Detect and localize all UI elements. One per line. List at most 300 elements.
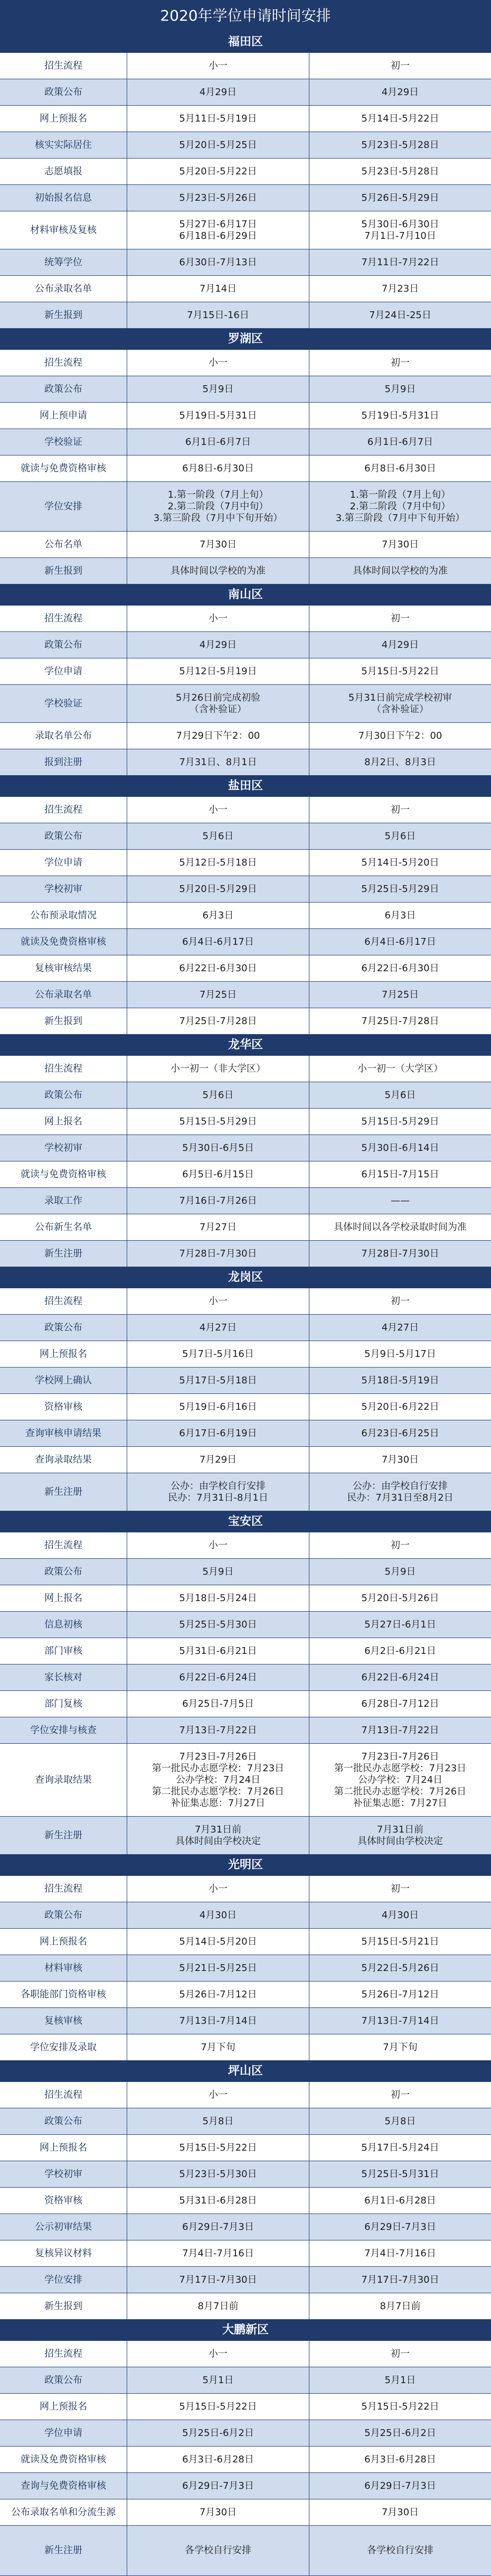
primary-grade-cell: 6月29日-7月3日: [127, 2473, 309, 2499]
row-label: 网上预报名: [40, 1936, 87, 1947]
row-label: 志愿填报: [44, 165, 82, 177]
junior-grade-cell: 1.第一阶段（7月上旬） 2.第二阶段（7月中旬） 3.第三阶段（7月中下旬开始）: [309, 482, 491, 531]
table-row: [0, 249, 491, 276]
junior-grade-cell: 5月6日: [309, 1082, 491, 1108]
junior-grade-cell: 初一: [309, 1532, 491, 1558]
primary-grade-cell: 7月31日前 具体时间由学校决定: [127, 1817, 309, 1854]
junior-grade-cell: 5月25日-5月31日: [309, 2161, 491, 2187]
junior-grade-cell: 6月1日-6月7日: [309, 429, 491, 455]
primary-grade-cell: 7月28日-7月30日: [127, 1241, 309, 1267]
junior-grade-cell: 公办：由学校自行安排 民办：7月31日至8月2日: [309, 1473, 491, 1511]
table-row: [0, 1008, 491, 1035]
row-label: 政策公布: [44, 2374, 82, 2386]
primary-grade-cell: 5月8日: [127, 2108, 309, 2134]
row-label: 新生注册: [44, 1248, 82, 1259]
junior-grade-cell: 具体时间以各学校录取时间为准: [309, 1214, 491, 1240]
row-label: 网上报名: [44, 1115, 82, 1127]
district-header: 龙华区: [0, 1035, 491, 1056]
junior-grade-cell: 5月9日: [309, 376, 491, 402]
junior-grade-cell: 4月27日: [309, 1315, 491, 1341]
row-label: 网上预报名: [40, 2401, 87, 2412]
primary-grade-cell: 具体时间以学校的为准: [127, 558, 309, 584]
junior-grade-cell: 6月3日-6月28日: [309, 2447, 491, 2472]
table-row: [0, 106, 491, 132]
table-row: [0, 1420, 491, 1447]
primary-grade-cell: 5月15日-5月29日: [127, 1109, 309, 1134]
row-label: 查询审核申请结果: [25, 1427, 101, 1439]
primary-grade-cell: 5月26日-7月12日: [127, 1982, 309, 2007]
row-label: 学校初审: [44, 1142, 82, 1154]
primary-grade-cell: 4月27日: [127, 1315, 309, 1341]
row-label: 复核异议材料: [35, 2247, 92, 2259]
table-row: [0, 723, 491, 749]
table-row: [0, 1559, 491, 1585]
junior-grade-cell: 6月29日-7月3日: [309, 2214, 491, 2240]
primary-grade-cell: 公办：由学校自行安排 民办：7月31日-8月1日: [127, 1473, 309, 1511]
table-row: [0, 532, 491, 558]
table-row: [0, 132, 491, 159]
table-row: [0, 2420, 491, 2447]
table-row: [0, 1691, 491, 1717]
junior-grade-cell: 5月30日-6月14日: [309, 1135, 491, 1161]
primary-grade-cell: 5月1日: [127, 2367, 309, 2393]
primary-grade-cell: 5月11日-5月19日: [127, 106, 309, 132]
table-row: [0, 1612, 491, 1638]
primary-grade-cell: 5月20日-5月22日: [127, 159, 309, 184]
junior-grade-cell: 5月20日-5月26日: [309, 1585, 491, 1611]
primary-grade-cell: 6月1日-6月7日: [127, 429, 309, 455]
row-label: 招生流程: [44, 2348, 82, 2359]
primary-grade-cell: 5月23日-5月30日: [127, 2161, 309, 2187]
primary-grade-cell: 7月下旬: [127, 2034, 309, 2060]
table-row: [0, 876, 491, 903]
junior-grade-cell: 6月22日-6月24日: [309, 1664, 491, 1690]
junior-grade-cell: 初一: [309, 1876, 491, 1902]
primary-grade-cell: 5月19日-6月16日: [127, 1394, 309, 1420]
table-row: [0, 2394, 491, 2420]
junior-grade-cell: 6月15日-7月15日: [309, 1161, 491, 1187]
junior-grade-cell: 7月25日: [309, 982, 491, 1008]
table-row: [0, 558, 491, 584]
district-header: 罗湖区: [0, 329, 491, 350]
primary-grade-cell: 5月7日-5月16日: [127, 1341, 309, 1367]
table-row: [0, 1341, 491, 1368]
primary-grade-cell: 7月30日: [127, 532, 309, 557]
row-label: 公布录取名单: [35, 989, 92, 1000]
primary-grade-cell: 5月19日-5月31日: [127, 403, 309, 429]
junior-grade-cell: 5月22日-5月26日: [309, 1955, 491, 1981]
primary-grade-cell: 5月30日-6月5日: [127, 1135, 309, 1161]
district-header: 光明区: [0, 1855, 491, 1876]
primary-grade-cell: 5月25日-6月2日: [127, 2420, 309, 2446]
primary-grade-cell: 5月26日前完成初验 （含补验证）: [127, 685, 309, 722]
junior-grade-cell: 5月9日: [309, 1559, 491, 1585]
primary-grade-cell: 小一: [127, 2082, 309, 2108]
district-section: [0, 1511, 491, 1855]
junior-grade-cell: 7月下旬: [309, 2034, 491, 2060]
row-label: 就读与免费资格审核: [21, 1168, 106, 1180]
table-row: [0, 302, 491, 329]
row-label: 新生报到: [44, 309, 82, 321]
table-row: [0, 685, 491, 723]
page-title: 2020年学位申请时间安排: [0, 0, 491, 32]
junior-grade-cell: 7月4日-7月16日: [309, 2240, 491, 2266]
primary-grade-cell: 5月12日-5月18日: [127, 850, 309, 876]
row-label: 材料审核及复核: [30, 224, 97, 236]
junior-grade-cell: 5月26日-5月29日: [309, 185, 491, 211]
table-header-row: [0, 1876, 491, 1902]
row-label: 招生流程: [44, 357, 82, 368]
row-label: 新生注册: [44, 1486, 82, 1498]
primary-grade-cell: 7月29日下午2：00: [127, 723, 309, 749]
primary-grade-cell: 7月4日-7月16日: [127, 2240, 309, 2266]
table-row: [0, 2447, 491, 2473]
district-section: [0, 776, 491, 1035]
row-label: 录取工作: [44, 1195, 82, 1206]
junior-grade-cell: 初一: [309, 2082, 491, 2108]
junior-grade-cell: 5月31日前完成学校初审 （含补验证）: [309, 685, 491, 722]
table-header-row: [0, 2341, 491, 2367]
row-label: 材料审核: [44, 1962, 82, 1974]
junior-grade-cell: 5月15日-5月29日: [309, 1109, 491, 1134]
table-row: [0, 1109, 491, 1135]
table-row: [0, 455, 491, 482]
table-row: [0, 823, 491, 850]
junior-grade-cell: 5月23日-5月28日: [309, 159, 491, 184]
junior-grade-cell: 初一: [309, 53, 491, 79]
row-label: 公示初审结果: [35, 2221, 92, 2233]
row-label: 公布新生名单: [35, 1221, 92, 1233]
table-row: [0, 1744, 491, 1817]
primary-grade-cell: 6月22日-6月30日: [127, 955, 309, 981]
table-row: [0, 1717, 491, 1744]
junior-grade-cell: 6月28日-7月12日: [309, 1691, 491, 1717]
primary-grade-cell: 7月17日-7月30日: [127, 2267, 309, 2293]
table-row: [0, 1188, 491, 1214]
row-label: 政策公布: [44, 830, 82, 842]
primary-grade-cell: 各学校自行安排: [127, 2526, 309, 2575]
junior-grade-cell: 5月15日-5月22日: [309, 658, 491, 684]
primary-grade-cell: 7月30日: [127, 2499, 309, 2525]
primary-grade-cell: 5月25日-5月30日: [127, 1612, 309, 1638]
row-label: 资格审核: [44, 1401, 82, 1412]
row-label: 学校初审: [44, 2168, 82, 2180]
junior-grade-cell: 7月13日-7月22日: [309, 1717, 491, 1743]
district-header: 龙岗区: [0, 1267, 491, 1288]
row-label: 学位申请: [44, 857, 82, 868]
junior-grade-cell: 7月23日: [309, 276, 491, 302]
primary-grade-cell: 小一: [127, 2341, 309, 2367]
table-row: [0, 2008, 491, 2034]
district-header: 宝安区: [0, 1511, 491, 1532]
junior-grade-cell: 5月14日-5月22日: [309, 106, 491, 132]
row-label: 政策公布: [44, 2115, 82, 2127]
row-label: 新生报到: [44, 1015, 82, 1027]
primary-grade-cell: 5月18日-5月24日: [127, 1585, 309, 1611]
row-label: 学校验证: [44, 436, 82, 448]
district-header: 大鹏新区: [0, 2320, 491, 2341]
primary-grade-cell: 5月12日-5月19日: [127, 658, 309, 684]
row-label: 复核审核: [44, 2015, 82, 2026]
district-header: 坪山区: [0, 2061, 491, 2082]
table-row: [0, 1447, 491, 1473]
primary-grade-cell: 6月4日-6月17日: [127, 929, 309, 955]
junior-grade-cell: 小一初一（大学区）: [309, 1056, 491, 1082]
row-label: 核实实际居住: [35, 139, 92, 151]
primary-grade-cell: 5月17日-5月18日: [127, 1368, 309, 1393]
junior-grade-cell: 各学校自行安排: [309, 2526, 491, 2575]
district-header: 盐田区: [0, 776, 491, 797]
row-label: 复核审核结果: [35, 962, 92, 974]
row-label: 资格审核: [44, 2194, 82, 2206]
junior-grade-cell: 7月13日-7月14日: [309, 2008, 491, 2034]
table-row: [0, 1368, 491, 1394]
junior-grade-cell: 6月8日-6月30日: [309, 455, 491, 481]
table-header-row: [0, 53, 491, 79]
junior-grade-cell: 具体时间以学校的为准: [309, 558, 491, 584]
junior-grade-cell: 4月30日: [309, 1902, 491, 1928]
junior-grade-cell: 7月11日-7月22日: [309, 249, 491, 275]
table-row: [0, 1929, 491, 1955]
primary-grade-cell: 5月31日-6月21日: [127, 1638, 309, 1664]
row-label: 公布预录取情况: [30, 909, 97, 921]
table-header-row: [0, 350, 491, 376]
table-row: [0, 1394, 491, 1420]
row-label: 网上预申请: [40, 410, 87, 421]
table-row: [0, 79, 491, 106]
table-row: [0, 2108, 491, 2135]
table-row: [0, 2188, 491, 2214]
row-label: 查询录取结果: [35, 1774, 92, 1785]
district-sections: [0, 32, 491, 2576]
row-label: 公布录取名单和分流生源: [11, 2506, 116, 2518]
row-label: 政策公布: [44, 383, 82, 395]
table-row: [0, 1214, 491, 1241]
junior-grade-cell: 5月23日-5月28日: [309, 132, 491, 158]
junior-grade-cell: 初一: [309, 2341, 491, 2367]
table-row: [0, 1315, 491, 1341]
primary-grade-cell: 6月8日-6月30日: [127, 455, 309, 481]
table-row: [0, 1817, 491, 1855]
junior-grade-cell: ——: [309, 1188, 491, 1214]
row-label: 政策公布: [44, 86, 82, 98]
junior-grade-cell: 7月30日: [309, 2499, 491, 2525]
row-label: 学位安排: [44, 2274, 82, 2285]
junior-grade-cell: 4月29日: [309, 632, 491, 658]
junior-grade-cell: 8月7日前: [309, 2293, 491, 2319]
row-label: 就读及免费资格审核: [21, 936, 106, 947]
table-row: [0, 1161, 491, 1188]
district-section: [0, 2061, 491, 2320]
junior-grade-cell: 5月26日-7月12日: [309, 1982, 491, 2007]
row-label: 学校验证: [44, 698, 82, 709]
table-header-row: [0, 1056, 491, 1082]
table-row: [0, 2034, 491, 2061]
junior-grade-cell: 5月20日-6月22日: [309, 1394, 491, 1420]
primary-grade-cell: 小一初一（非大学区）: [127, 1056, 309, 1082]
table-row: [0, 211, 491, 249]
junior-grade-cell: 7月30日: [309, 532, 491, 557]
row-label: 学位申请: [44, 665, 82, 677]
primary-grade-cell: 7月29日: [127, 1447, 309, 1473]
primary-grade-cell: 5月15日-5月22日: [127, 2394, 309, 2420]
table-header-row: [0, 1532, 491, 1559]
junior-grade-cell: 6月3日: [309, 903, 491, 928]
row-label: 新生报到: [44, 565, 82, 576]
junior-grade-cell: 7月25日-7月28日: [309, 1008, 491, 1034]
table-row: [0, 903, 491, 929]
junior-grade-cell: 5月25日-6月2日: [309, 2420, 491, 2446]
primary-grade-cell: 7月15日-16日: [127, 302, 309, 328]
junior-grade-cell: 7月28日-7月30日: [309, 1241, 491, 1267]
primary-grade-cell: 小一: [127, 1876, 309, 1902]
table-row: [0, 159, 491, 185]
row-label: 部门审核: [44, 1645, 82, 1657]
row-label: 学校网上确认: [35, 1374, 92, 1386]
junior-grade-cell: 4月29日: [309, 79, 491, 105]
row-label: 新生注册: [44, 2545, 82, 2556]
table-row: [0, 658, 491, 685]
junior-grade-cell: 7月30日: [309, 1447, 491, 1473]
primary-grade-cell: 小一: [127, 1532, 309, 1558]
junior-grade-cell: 初一: [309, 606, 491, 631]
row-label: 部门复核: [44, 1698, 82, 1709]
junior-grade-cell: 7月31日前 具体时间由学校决定: [309, 1817, 491, 1854]
junior-grade-cell: 6月22日-6月30日: [309, 955, 491, 981]
primary-grade-cell: 6月22日-6月24日: [127, 1664, 309, 1690]
row-label: 网上预报名: [40, 113, 87, 124]
district-section: [0, 32, 491, 329]
junior-grade-cell: 5月19日-5月31日: [309, 403, 491, 429]
row-label: 就读与免费资格审核: [21, 462, 106, 474]
table-row: [0, 403, 491, 429]
row-label: 公布名单: [44, 538, 82, 550]
row-label: 招生流程: [44, 612, 82, 624]
table-row: [0, 2473, 491, 2499]
primary-grade-cell: 7月31日、8月1日: [127, 749, 309, 775]
primary-grade-cell: 6月3日-6月28日: [127, 2447, 309, 2472]
row-label: 学位安排与核查: [30, 1724, 97, 1736]
junior-grade-cell: 6月2日-6月21日: [309, 1638, 491, 1664]
table-row: [0, 2526, 491, 2576]
row-label: 网上预报名: [40, 1348, 87, 1360]
table-row: [0, 185, 491, 211]
primary-grade-cell: 4月29日: [127, 79, 309, 105]
district-section: [0, 584, 491, 776]
primary-grade-cell: 5月15日-5月22日: [127, 2135, 309, 2161]
primary-grade-cell: 7月13日-7月22日: [127, 1717, 309, 1743]
junior-grade-cell: 5月1日: [309, 2367, 491, 2393]
junior-grade-cell: 8月2日、8月3日: [309, 749, 491, 775]
row-label: 招生流程: [44, 804, 82, 815]
primary-grade-cell: 5月9日: [127, 1559, 309, 1585]
row-label: 政策公布: [44, 1322, 82, 1333]
table-row: [0, 482, 491, 532]
primary-grade-cell: 6月3日: [127, 903, 309, 928]
row-label: 招生流程: [44, 1539, 82, 1551]
district-section: [0, 2320, 491, 2576]
primary-grade-cell: 5月23日-5月26日: [127, 185, 309, 211]
primary-grade-cell: 7月27日: [127, 1214, 309, 1240]
table-header-row: [0, 606, 491, 632]
row-label: 网上报名: [44, 1592, 82, 1604]
primary-grade-cell: 7月13日-7月14日: [127, 2008, 309, 2034]
primary-grade-cell: 7月23日-7月26日 第一批民办志愿学校：7月23日 公办学校：7月24日 第二批民办志愿学校：7月26日 补征集志愿：7月27日: [127, 1744, 309, 1816]
junior-grade-cell: 6月4日-6月17日: [309, 929, 491, 955]
row-label: 网上预报名: [40, 2142, 87, 2153]
table-row: [0, 2161, 491, 2188]
junior-grade-cell: 5月15日-5月22日: [309, 2394, 491, 2420]
table-row: [0, 929, 491, 955]
table-row: [0, 1902, 491, 1929]
row-label: 初始报名信息: [35, 192, 92, 203]
row-label: 政策公布: [44, 1909, 82, 1921]
row-label: 报到注册: [44, 756, 82, 768]
table-row: [0, 1955, 491, 1982]
district-header: 南山区: [0, 584, 491, 606]
table-row: [0, 276, 491, 302]
row-label: 政策公布: [44, 1566, 82, 1577]
row-label: 政策公布: [44, 1089, 82, 1101]
table-row: [0, 2214, 491, 2240]
junior-grade-cell: 初一: [309, 1288, 491, 1314]
primary-grade-cell: 8月7日前: [127, 2293, 309, 2319]
row-label: 新生报到: [44, 2300, 82, 2312]
junior-grade-cell: 5月27日-6月1日: [309, 1612, 491, 1638]
primary-grade-cell: 5月9日: [127, 376, 309, 402]
primary-grade-cell: 5月14日-5月20日: [127, 1929, 309, 1955]
primary-grade-cell: 5月20日-5月25日: [127, 132, 309, 158]
district-section: [0, 1267, 491, 1511]
junior-grade-cell: 7月17日-7月30日: [309, 2267, 491, 2293]
table-row: [0, 955, 491, 982]
primary-grade-cell: 6月5日-6月15日: [127, 1161, 309, 1187]
table-row: [0, 1664, 491, 1691]
junior-grade-cell: 5月14日-5月20日: [309, 850, 491, 876]
row-label: 录取名单公布: [35, 730, 92, 741]
district-header: 福田区: [0, 32, 491, 53]
row-label: 学校初审: [44, 883, 82, 895]
primary-grade-cell: 4月30日: [127, 1902, 309, 1928]
junior-grade-cell: 5月30日-6月30日 7月1日-7月10日: [309, 211, 491, 249]
row-label: 招生流程: [44, 2089, 82, 2100]
table-row: [0, 2135, 491, 2161]
table-row: [0, 982, 491, 1008]
row-label: 就读及免费资格审核: [21, 2453, 106, 2465]
district-section: [0, 1035, 491, 1267]
junior-grade-cell: 5月25日-5月29日: [309, 876, 491, 902]
primary-grade-cell: 小一: [127, 350, 309, 376]
junior-grade-cell: 6月1日-6月28日: [309, 2188, 491, 2214]
row-label: 家长核对: [44, 1671, 82, 1683]
junior-grade-cell: 5月8日: [309, 2108, 491, 2134]
table-row: [0, 632, 491, 658]
table-row: [0, 429, 491, 455]
table-row: [0, 2293, 491, 2320]
row-label: 学位安排及录取: [30, 2041, 97, 2053]
table-row: [0, 2367, 491, 2394]
junior-grade-cell: 初一: [309, 350, 491, 376]
table-row: [0, 1082, 491, 1109]
district-section: [0, 329, 491, 584]
junior-grade-cell: 6月23日-6月25日: [309, 1420, 491, 1446]
junior-grade-cell: 5月17日-5月24日: [309, 2135, 491, 2161]
primary-grade-cell: 7月25日-7月28日: [127, 1008, 309, 1034]
table-row: [0, 749, 491, 776]
primary-grade-cell: 1.第一阶段（7月上旬） 2.第二阶段（7月中旬） 3.第三阶段（7月中下旬开始）: [127, 482, 309, 531]
junior-grade-cell: 5月6日: [309, 823, 491, 849]
primary-grade-cell: 6月17日-6月19日: [127, 1420, 309, 1446]
